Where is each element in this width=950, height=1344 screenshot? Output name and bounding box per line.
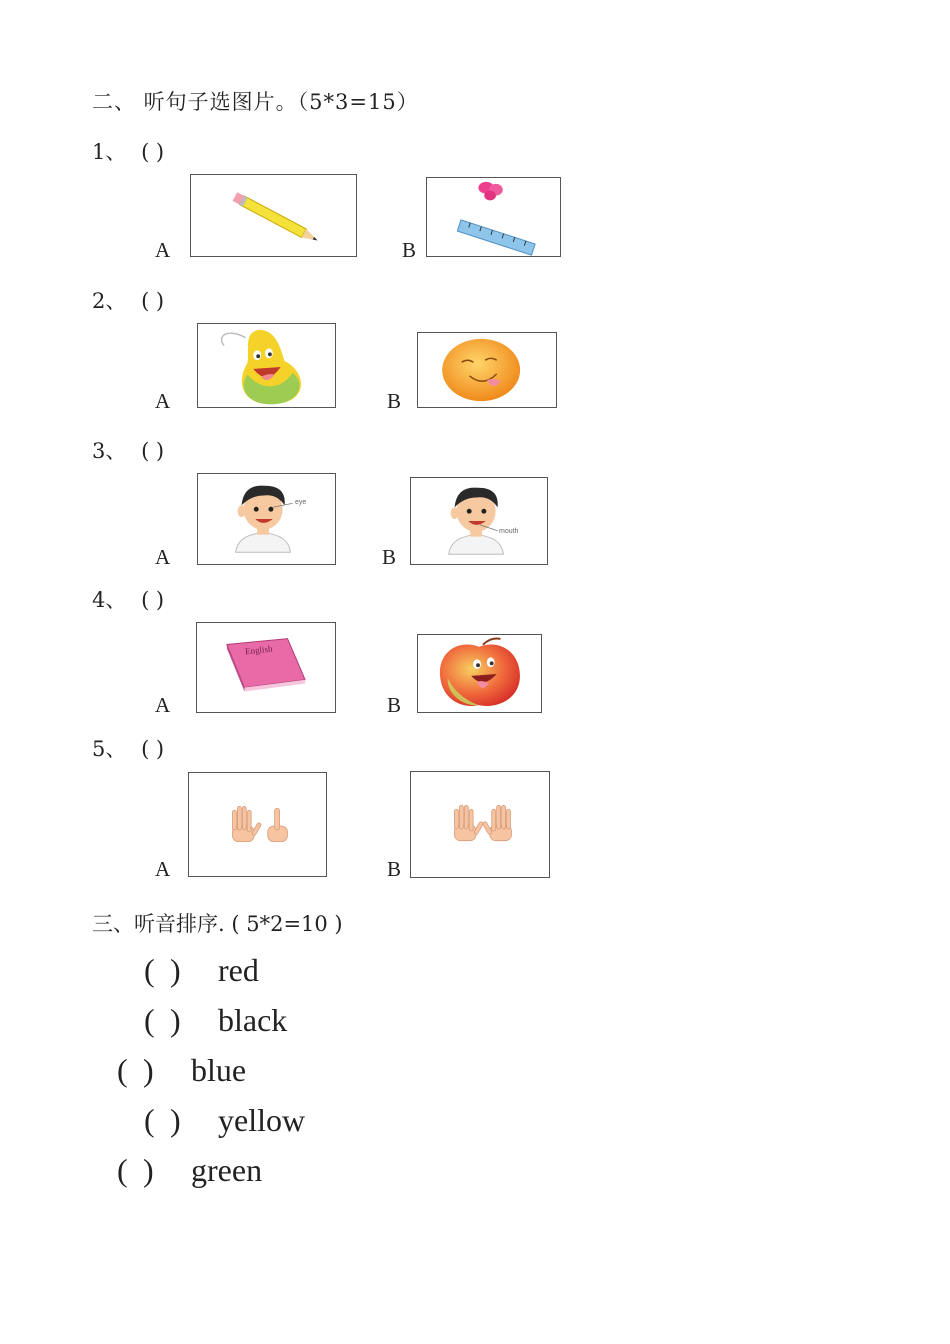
order-blank-open[interactable]: ( [144, 952, 155, 988]
order-blank-close[interactable]: ) [170, 952, 181, 988]
question-1-number [92, 136, 164, 166]
question-number: 1、 [92, 140, 127, 164]
question-number: 4、 [92, 588, 127, 612]
order-blank-open[interactable]: ( [144, 1102, 155, 1138]
pencil-icon [191, 175, 356, 256]
book-icon [197, 623, 335, 712]
pear-icon [198, 324, 335, 407]
answer-blank[interactable]: ( ) [141, 737, 165, 761]
q5-option-a-six-fingers-image[interactable] [188, 772, 327, 877]
apple-icon [418, 635, 541, 712]
order-item-blue [117, 1052, 246, 1089]
boy-eye-icon [198, 474, 335, 564]
q4-option-b-apple-image[interactable] [417, 634, 542, 713]
option-b-label: B [402, 238, 417, 262]
option-b-label: B [387, 693, 402, 717]
option-a-label: A [155, 857, 171, 881]
section-3-title: 三、听音排序. ( 5*2=10 ) [92, 912, 343, 936]
order-blank-close[interactable]: ) [143, 1052, 154, 1088]
color-word: blue [191, 1052, 247, 1088]
order-blank-open[interactable]: ( [117, 1052, 128, 1088]
eraser-icon [478, 182, 502, 201]
option-b-label: B [387, 389, 402, 413]
eye-caption: eye [295, 499, 307, 506]
option-a-label: A [155, 693, 171, 717]
q3-option-a-boy-eye-image[interactable] [197, 473, 336, 565]
question-4-number [92, 584, 164, 614]
q1-option-b-ruler-eraser-image[interactable] [426, 177, 561, 257]
order-blank-close[interactable]: ) [170, 1102, 181, 1138]
section-2-title: 二、 听句子选图片。（5*3=15） [92, 90, 419, 114]
question-number: 3、 [92, 439, 127, 463]
order-item-black [144, 1002, 287, 1039]
color-word: green [191, 1152, 263, 1188]
question-2-number [92, 285, 164, 315]
order-item-yellow [144, 1102, 305, 1139]
order-blank-close[interactable]: ) [170, 1002, 181, 1038]
color-word: yellow [218, 1102, 306, 1138]
mouth-caption: mouth [499, 528, 519, 535]
hands-ten-icon [411, 772, 549, 877]
order-blank-close[interactable]: ) [143, 1152, 154, 1188]
answer-blank[interactable]: ( ) [141, 140, 165, 164]
orange-icon [418, 333, 556, 407]
question-number: 2、 [92, 289, 127, 313]
answer-blank[interactable]: ( ) [141, 289, 165, 313]
order-blank-open[interactable]: ( [144, 1002, 155, 1038]
book-title: English [244, 643, 273, 657]
option-b-label: B [382, 545, 397, 569]
option-a-label: A [155, 389, 171, 413]
answer-blank[interactable]: ( ) [141, 439, 165, 463]
order-item-green [117, 1152, 262, 1189]
question-number: 5、 [92, 737, 127, 761]
option-a-label: A [155, 545, 171, 569]
q1-option-a-pencil-image[interactable] [190, 174, 357, 257]
color-word: red [218, 952, 259, 988]
answer-blank[interactable]: ( ) [141, 588, 165, 612]
q5-option-b-ten-fingers-image[interactable] [410, 771, 550, 878]
ruler-icon [427, 178, 560, 256]
boy-mouth-icon [411, 478, 547, 564]
question-5-number [92, 733, 164, 763]
hands-six-icon [189, 773, 326, 876]
q4-option-a-book-image[interactable] [196, 622, 336, 713]
option-b-label: B [387, 857, 402, 881]
option-a-label: A [155, 238, 171, 262]
order-item-red [144, 952, 259, 989]
order-blank-open[interactable]: ( [117, 1152, 128, 1188]
q2-option-b-orange-image[interactable] [417, 332, 557, 408]
question-3-number [92, 435, 164, 465]
color-word: black [218, 1002, 288, 1038]
q3-option-b-boy-mouth-image[interactable] [410, 477, 548, 565]
q2-option-a-pear-image[interactable] [197, 323, 336, 408]
